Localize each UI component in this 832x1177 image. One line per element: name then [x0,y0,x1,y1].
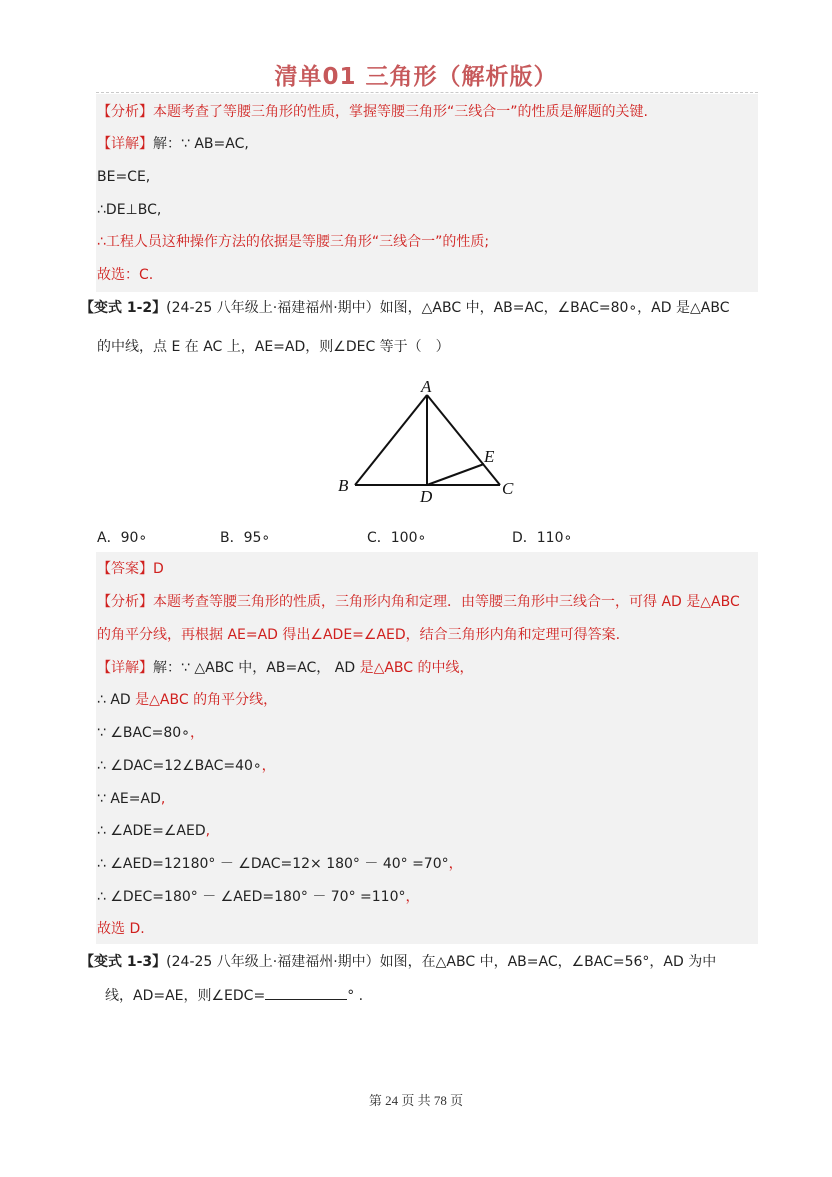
answer-line [97,559,164,579]
detail-line [97,134,249,154]
solution-step: ∵ AE=AD, [97,791,166,807]
vertex-c-label: C [502,479,514,498]
analysis-line-2: 的角平分线，再根据 AE=AD 得出∠ADE=∠AED，结合三角形内角和定理可得答案. [97,627,621,643]
solution-step: BE=CE, [97,169,151,185]
solution-step: ∴ ∠DAC=12∠BAC=40∘， [97,758,276,774]
vertex-b-label: B [338,476,349,495]
detail-text: 解：∵ AB=AC, [153,136,249,152]
triangle-figure [330,372,530,506]
option-a: A．90∘ [97,530,148,546]
question-text: (24-25 八年级上·福建福州·期中）如图，△ABC 中，AB=AC，∠BAC=80∘，AD 是△ABC [166,300,730,316]
solution-step: ∴ ∠ADE=∠AED, [97,823,211,839]
question-tag: 【变式 1-2】 [80,300,167,316]
vertex-d-label: D [420,487,433,506]
question-tag: 【变式 1-3】 [80,954,167,970]
solution-step: ∴DE⊥BC, [97,202,162,218]
question-1-2-line1 [80,298,729,318]
solution-step: ∴ ∠DEC=180° － ∠AED=180° － 70° =110°， [97,889,420,905]
analysis-text: 本题考查了等腰三角形的性质，掌握等腰三角形“三线合一”的性质是解题的关键. [153,104,648,120]
option-c: C．100∘ [367,530,427,546]
detail-tag: 【详解】 [97,136,153,152]
solution-step: 故选：C. [97,267,154,283]
answer-value: D [153,561,164,577]
solution-step: ∵ ∠BAC=80∘， [97,725,204,741]
solution-box-1 [96,94,758,292]
solution-step: 故选 D. [97,921,145,937]
detail-tag: 【详解】 [97,660,153,676]
answer-blank[interactable] [265,987,347,1000]
analysis-line [97,592,740,612]
option-b: B．95∘ [220,530,271,546]
analysis-tag: 【分析】 [97,104,153,120]
vertex-e-label: E [484,447,495,466]
solution-step: ∴ ∠AED=12180° － ∠DAC=12× 180° － 40° =70°， [97,856,463,872]
solution-step: ∴ AD 是△ABC 的角平分线， [97,692,278,708]
answer-tag: 【答案】 [97,561,153,577]
page-title: 清单01 三角形（解析版） [274,64,558,90]
analysis-line [97,102,648,122]
vertex-a-label: A [421,377,432,396]
segment-de [427,464,484,485]
title-divider [96,92,758,93]
page-number: 第 24 页 共 78 页 [368,1093,464,1108]
question-text: (24-25 八年级上·福建福州·期中）如图，在△ABC 中，AB=AC，∠BAC=56°，AD 为中 [166,954,717,970]
detail-line: 【详解】解：∵ △ABC 中，AB=AC， AD 是△ABC 的中线， [97,660,474,676]
option-d: D．110∘ [512,530,573,546]
question-1-2-line2: 的中线，点 E 在 AC 上，AE=AD，则∠DEC 等于（ ） [97,339,450,355]
question-1-3-line1 [80,952,716,972]
analysis-text: 本题考查等腰三角形的性质，三角形内角和定理．由等腰三角形中三线合一，可得 AD 是△ABC [153,594,740,610]
segment-ab [355,395,427,485]
solution-step: ∴工程人员这种操作方法的依据是等腰三角形“三线合一”的性质; [97,234,490,250]
analysis-tag: 【分析】 [97,594,153,610]
question-1-3-line2: 线，AD=AE，则∠EDC= ° . [105,988,364,1004]
